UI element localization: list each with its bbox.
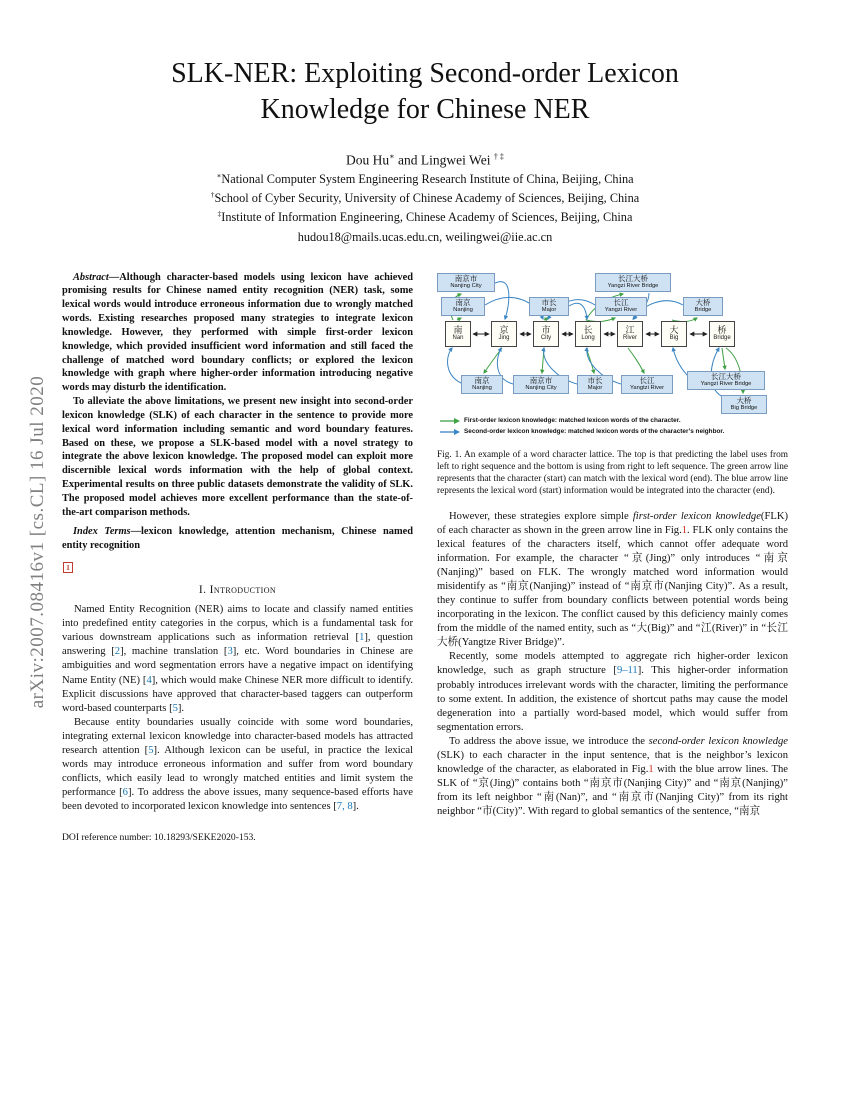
figure-1 (437, 271, 788, 498)
word-box-yangzi-river-bridge-top (595, 273, 671, 292)
char-box-city (533, 321, 559, 347)
footnote-marker[interactable]: 1 (63, 562, 73, 573)
arxiv-banner: arXiv:2007.08416v1 [cs.CL] 16 Jul 2020 (27, 375, 48, 709)
char-cn: 大 (669, 324, 679, 335)
authors-separator: and (394, 152, 421, 168)
lattice-diagram (437, 271, 789, 439)
word-en: Yangzi River (604, 307, 638, 313)
citation-link[interactable]: 2 (114, 646, 121, 658)
right-column (437, 271, 788, 858)
citation-link[interactable]: 6 (122, 787, 128, 799)
figure-caption (437, 449, 788, 498)
word-box-nanjing-city-bottom (513, 375, 569, 394)
word-box-yangzi-river-bridge-bottom (687, 371, 765, 390)
word-box-nanjing-bottom (461, 375, 503, 394)
word-cn: 长江大桥 (711, 371, 741, 381)
char-cn: 江 (625, 324, 635, 335)
author-1-affmark: ∗ (389, 151, 395, 161)
char-en: Long (581, 334, 595, 341)
body-paragraph-2: Recently, some models attempted to aggregate rich higher-order lexicon knowledge, such as graph structure [9–11]. This higher-order information probably introduces irrelevant words with the character, limiting the performance to some extent. In addition, the existence of shortcut paths may cause the model degeneration into a partially word-based model, which would suffer from segmentation errors. (437, 651, 789, 733)
char-box-nan (445, 321, 471, 347)
word-en: Yangzi River Bridge (700, 381, 752, 387)
word-box-yangtzi-river-bottom (621, 375, 673, 394)
word-en: Yangtzi River (629, 385, 665, 391)
word-box-major-bottom (577, 375, 613, 394)
citation-link[interactable]: 7, 8 (336, 801, 353, 813)
char-cn: 长 (583, 324, 593, 335)
index-terms (62, 525, 413, 553)
left-column (62, 271, 413, 858)
char-en: Nan (452, 334, 464, 341)
abstract-lead: Abstract (73, 271, 109, 283)
char-box-long (575, 321, 601, 347)
char-box-bridge (709, 321, 735, 347)
citation-link[interactable]: 9–11 (616, 665, 638, 677)
word-cn: 南京市 (529, 375, 553, 385)
affiliation-3-text: Institute of Information Engineering, Chinese Academy of Sciences, Beijing, China (221, 210, 633, 225)
word-cn: 大桥 (695, 297, 711, 307)
blue-arrow-icon (439, 428, 461, 436)
word-cn: 南京 (474, 375, 490, 385)
abstract-paragraph-2: To alleviate the above limitations, we present new insight into second-order lexicon knowledge (SLK) of each character in the sentence to provide more lexical word information including semantic and word boundary features. Based on these, we propose a SLK-based model with a novel strategy to integrate the above lexicon knowledge. The proposed model can exploit more discernible lexical words information with the help of global context. Experimental results on three public datasets demonstrate the validity of SLK. The proposed model achieves more excellent performance than the state-of-the-art comparison methods. (62, 396, 413, 518)
authors-line (62, 151, 788, 169)
word-en: Nanjing (453, 307, 473, 313)
word-cn: 市长 (587, 375, 603, 385)
char-en: River (622, 334, 637, 341)
body-paragraph-3: To address the above issue, we introduce the second-order lexicon knowledge (SLK) to each character in the input sentence, that is the neighbor’s lexicon knowledge of the character, as elaborated in Fig.1 with the blue arrow lines. The SLK of “京(Jing)” contains both “南京市(Nanjing City)” and “南京(Nanjing)” from its left neighbor “南(Nan)”, and “南京市(Nanjing City)” from its right neighbor “市(City)”. With regard to global semantics of the sentence, “南京 (437, 735, 789, 818)
word-cn: 长江 (613, 297, 629, 307)
figure-reference[interactable]: 1 (648, 764, 654, 776)
affiliation-3 (62, 209, 788, 225)
abstract-text-1: —Although character-based models using lexicon have achieved promising results for Chinese named entity recognition (NER) task, some lexical words would introduce erroneous information due to wrongly matched words. Existing researches proposed many strategies to integrate lexicon knowledge. However, they performed with simple first-order lexicon knowledge, which provided insufficient word information and still faced the challenge of matched word boundary conflicts; or explored the lexicon knowledge with graph where higher-order information introducing negative words may disturb the identification. (62, 271, 413, 394)
doi-footnote: DOI reference number: 10.18293/SEKE2020-153. (62, 832, 256, 844)
word-box-big-bridge-bottom (721, 395, 767, 414)
body-paragraph-1: However, these strategies explore simple first-order lexicon knowledge(FLK) of each character as shown in the green arrow line in Fig.1. FLK only contains the lexical features of the characters itself, which cannot offer adequate word information. For example, the character “京(Jing)” only introduces “南京(Nanjing)” based on FLK. The wrongly matched word information would misidentify as “南京(Nanjing)” instead of “南京市(Nanjing City)”. As a result, they continue to suffer from boundary conflicts between potential words being incorporating in the lexicon. The conflict caused by this deficiency mainly comes from the middle of the named entity, such as “大(Big)” and “江(River)” in “长江大桥(Yangtze River Bridge)”. (437, 510, 788, 649)
index-terms-lead: Index Terms (73, 526, 131, 538)
citation-link[interactable]: 5 (148, 744, 154, 756)
figure-reference[interactable]: 1 (681, 524, 688, 536)
author-emails[interactable]: hudou18@mails.ucas.edu.cn, weilingwei@iie.ac.cn (297, 229, 553, 244)
char-en: Big (669, 334, 679, 341)
intro-paragraph-2: Because entity boundaries usually coincide with some word boundaries, integrating external lexicon knowledge into character-based models has attracted research attention [5]. Although lexicon can be useful, in practice the lexical words may introduce erroneous information and suffer from word boundary conflicts, which easily lead to wrongly matched entities and limit system the performance [6]. To address the above issues, many sequence-based efforts have been devoted to incorporated lexicon knowledge into sentences [7, 8]. (62, 716, 413, 813)
legend-second-order (439, 428, 724, 436)
word-box-nanjing-top (441, 297, 485, 316)
word-en: Nanjing City (525, 385, 557, 391)
char-en: Bridge (713, 334, 731, 341)
legend-second-order-label: Second-order lexicon knowledge: matched lexicon words of the character’s neighbor. (464, 428, 725, 436)
index-terms-text: —lexicon knowledge, attention mechanism, Chinese named entity recognition (62, 526, 413, 552)
char-en: Jing (498, 334, 510, 341)
two-column-body (62, 271, 788, 858)
affiliation-1-text: National Computer System Engineering Research Institute of China, Beijing, China (221, 172, 634, 187)
affiliation-2 (62, 190, 788, 206)
word-box-yangzi-river-top (595, 297, 647, 316)
word-en: Nanjing City (450, 283, 482, 289)
word-cn: 大桥 (736, 395, 752, 405)
green-arrow-icon (439, 417, 461, 425)
paper-title: SLK-NER: Exploiting Second-order Lexicon Knowledge for Chinese NER (171, 58, 679, 126)
section-heading-introduction: I. Introduction (198, 584, 277, 597)
author-2-affmark: † ‡ (493, 151, 504, 161)
affiliation-2-mark: † (210, 190, 215, 200)
citation-link[interactable]: 5 (172, 702, 178, 714)
word-cn: 市长 (541, 297, 557, 307)
word-cn: 南京市 (454, 273, 478, 283)
char-cn: 市 (541, 324, 551, 335)
affiliation-1-mark: ∗ (216, 171, 222, 181)
char-cn: 桥 (717, 324, 727, 335)
char-box-river (617, 321, 643, 347)
author-2: Lingwei Wei (420, 152, 491, 168)
affiliation-1 (62, 171, 788, 187)
intro-paragraph-1: Named Entity Recognition (NER) aims to locate and classify named entities into predefined entity categories in the corpus, which is a fundamental task for various downstream applications such as information retrieval [1], question answering [2], machine translation [3], etc. Word boundaries in Chinese are ambiguities and word segmentation errors have a negative impact on identifying Name Entity (NE) [4], which would make Chinese NER more difficult to identify. Explicit discussions have approved that character-based taggers can outperform word-based counterparts [5]. (62, 604, 413, 714)
word-en: Major (587, 385, 603, 391)
char-box-big (661, 321, 687, 347)
paper-header (62, 56, 788, 245)
word-box-nanjing-city-top (437, 273, 495, 292)
citation-link[interactable]: 4 (146, 674, 152, 686)
citation-link[interactable]: 1 (359, 632, 365, 644)
word-cn: 长江 (639, 375, 655, 385)
word-box-bridge-top (683, 297, 723, 316)
abstract-paragraph-1 (62, 271, 413, 395)
word-cn: 南京 (455, 297, 471, 307)
char-box-jing (491, 321, 517, 347)
word-en: Major (541, 307, 557, 313)
char-en: City (540, 334, 552, 341)
affiliation-2-text: School of Cyber Security, University of Chinese Academy of Sciences, Beijing, China (214, 191, 640, 206)
word-cn: 长江大桥 (618, 273, 648, 283)
word-en: Bridge (694, 307, 712, 313)
word-en: Nanjing (472, 385, 492, 391)
word-en: Yangzi River Bridge (607, 283, 659, 289)
word-box-major-top (529, 297, 569, 316)
legend-first-order-label: First-order lexicon knowledge: matched lexicon words of the character. (464, 417, 681, 425)
char-cn: 京 (499, 324, 509, 335)
char-cn: 南 (453, 324, 463, 335)
affiliation-3-mark: ‡ (217, 209, 222, 219)
citation-link[interactable]: 3 (227, 646, 233, 658)
word-en: Big Bridge (730, 405, 758, 411)
legend-first-order (439, 417, 681, 425)
figure-caption-label: Fig. 1. (437, 449, 462, 460)
author-1: Dou Hu (346, 152, 390, 168)
figure-caption-text: An example of a word character lattice. The top is that predicting the label uses from left to right sequence and the bottom is using from right to left sequence. The green arrow line represents that the character (start) can match with the lexical word (end). The blue arrow line represents the lexical word (start) information would be integrated into the character (end). (437, 449, 789, 497)
